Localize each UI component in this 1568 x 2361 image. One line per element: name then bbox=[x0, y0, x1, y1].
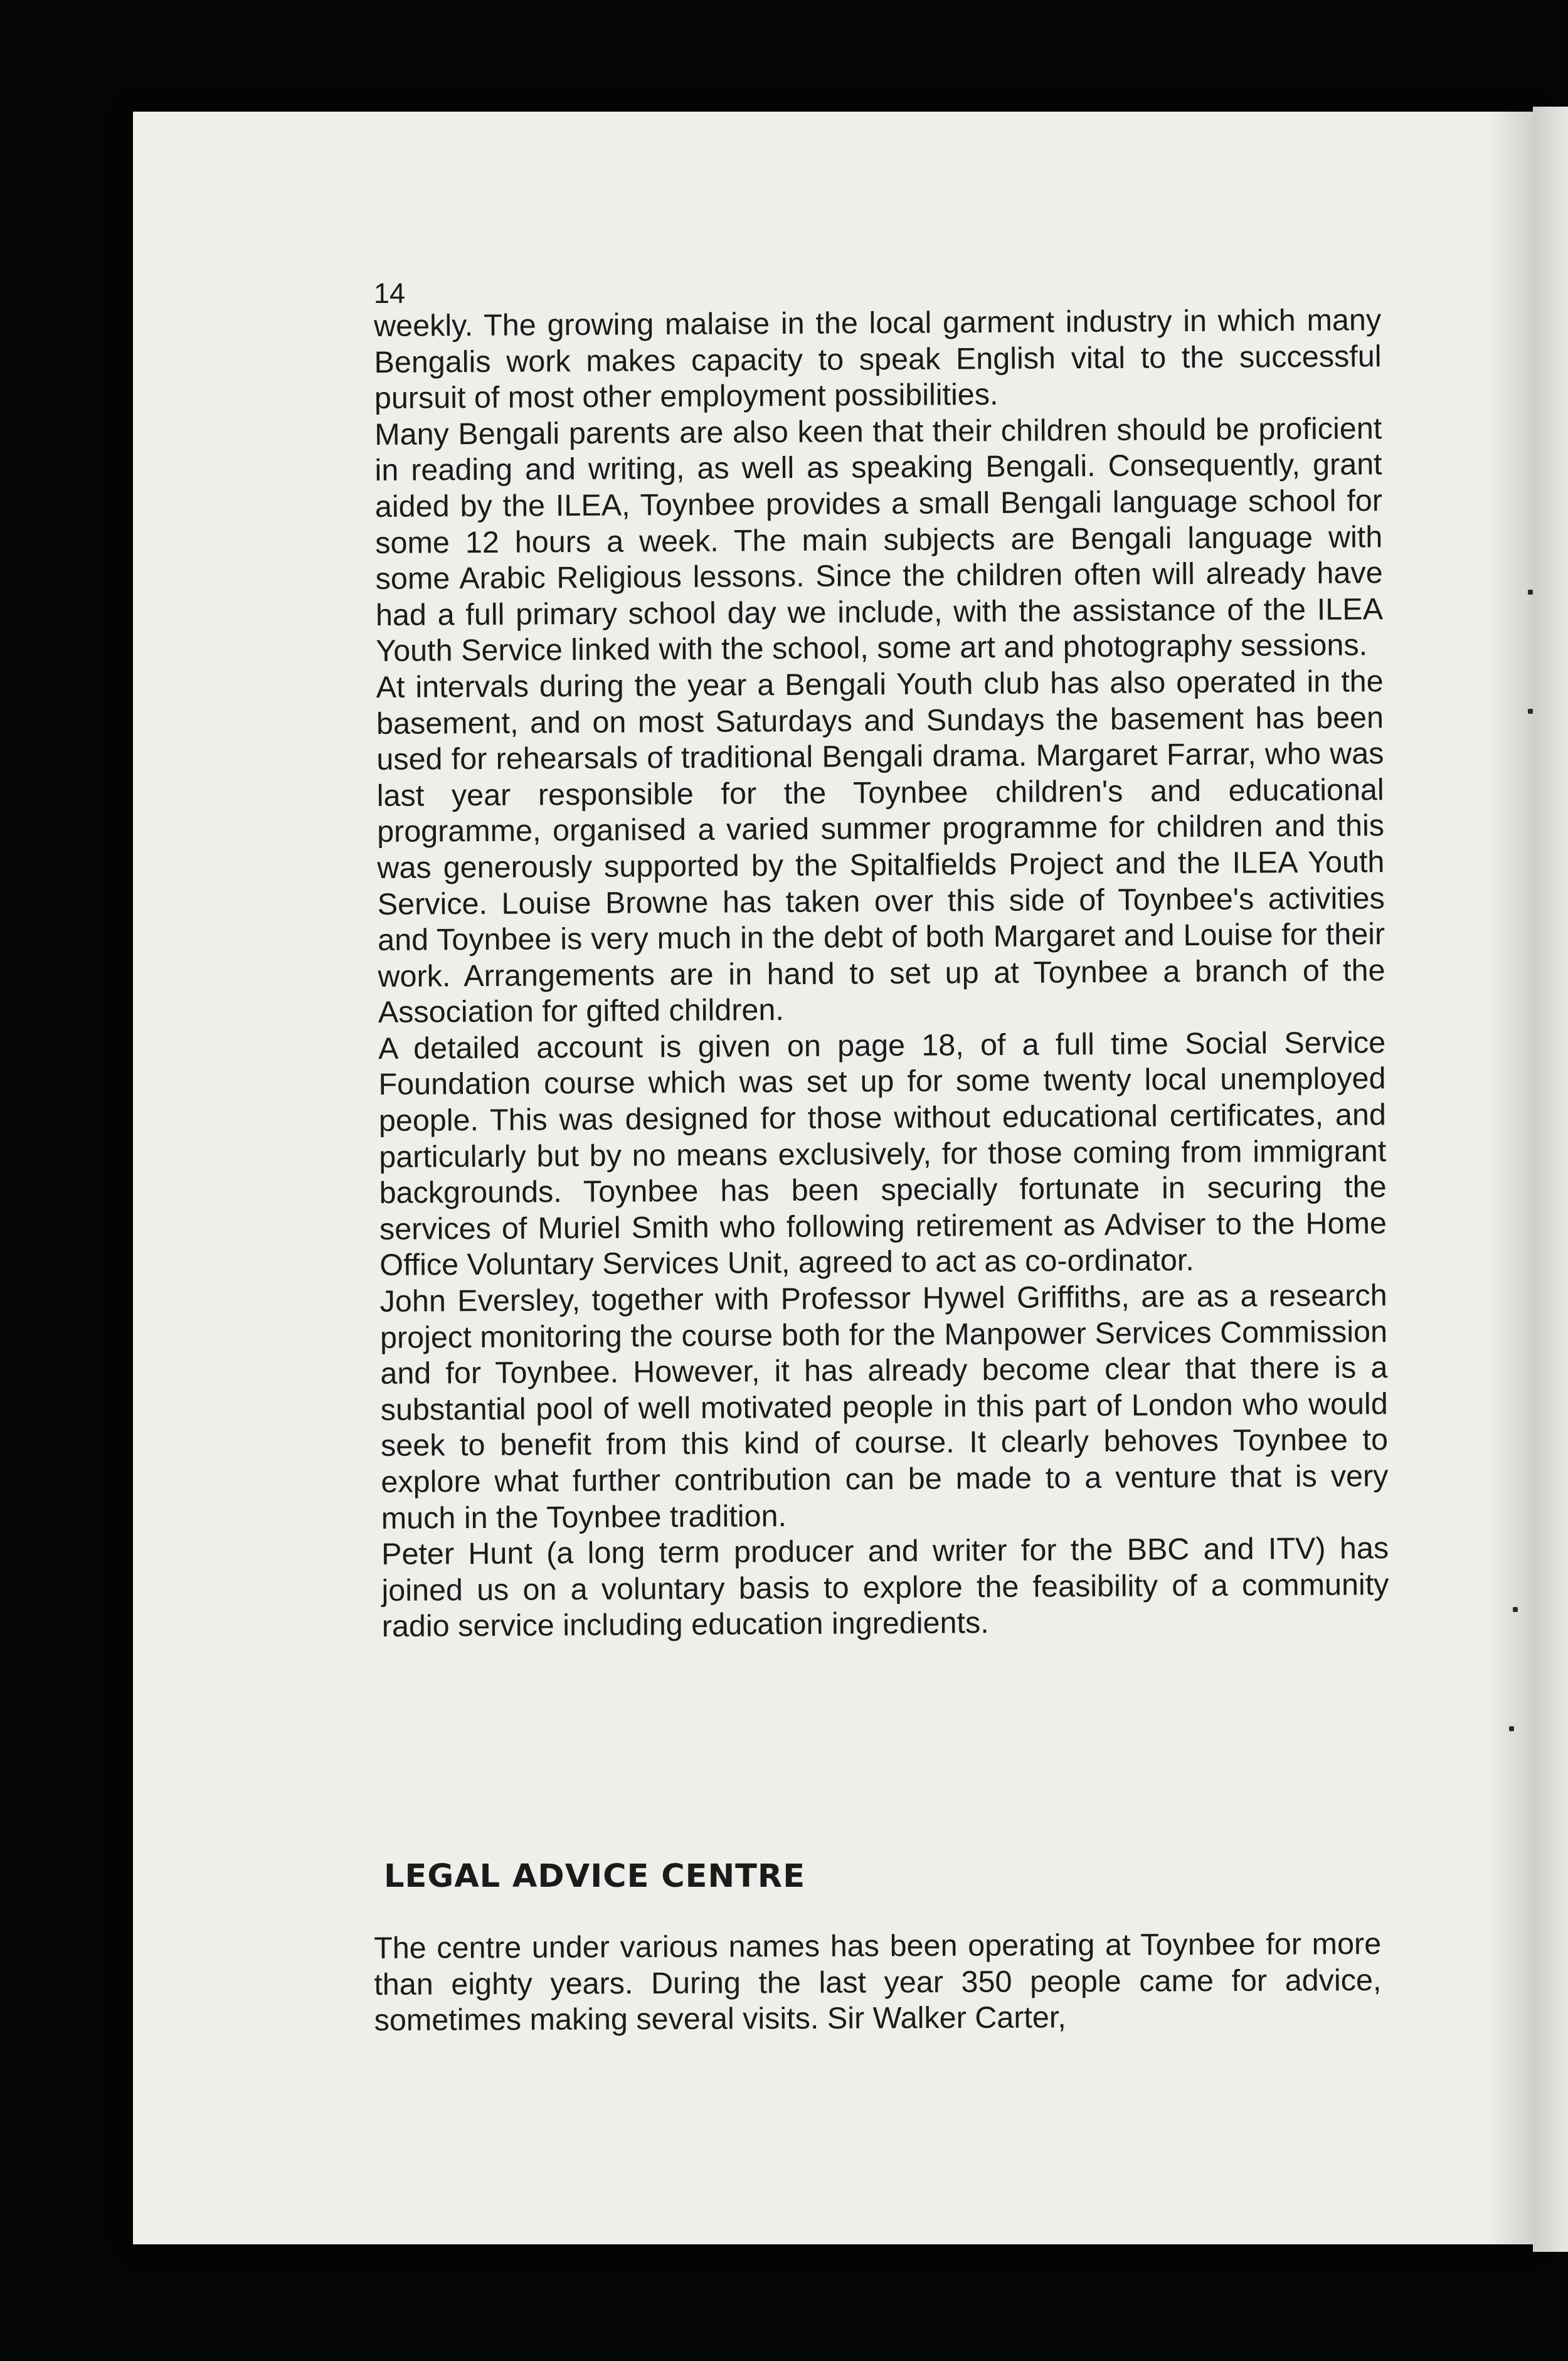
paragraph: A detailed account is given on page 18, of a full time Social Service Foundation course which was set up for some twenty local unemployed people. This was designed for those without educational certificates, and particularly but by no means exclusively, for those coming from immigrant backgrounds. Toynbee has been specially fortunate in securing the services of Muriel Smith who following retirement as Adviser to the Home Office Voluntary Services Unit, agreed to act as co-ordinator. bbox=[378, 1026, 1387, 1283]
binding-mark bbox=[1528, 590, 1533, 595]
section-heading: LEGAL ADVICE CENTRE bbox=[384, 1858, 806, 1895]
paragraph: At intervals during the year a Bengali Youth club has also operated in the basement, and on most Saturdays and Sundays the basement has been used for rehearsals of traditional Bengali drama. Margaret Farrar, who was last year responsible for the Toynbee children's and educational programme, organised a varied summer programme for children and this was generously supported by the Spitalfields Project and the ILEA Youth Service. Louise Browne has taken over this side of Toynbee's activities and Toynbee is very much in the debt of both Margaret and Louise for their work. Arrangements are in hand to set up at Toynbee a branch of the Association for gifted children. bbox=[376, 664, 1385, 1030]
body-text bbox=[374, 302, 1389, 1645]
binding-mark bbox=[1528, 709, 1533, 714]
binding-mark bbox=[1509, 1726, 1514, 1731]
paragraph: Many Bengali parents are also keen that their children should be proficient in reading and writing, as well as speaking Bengali. Consequently, grant aided by the ILEA, Toynbee provides a small Bengali language school for some 12 hours a week. The main subjects are Bengali language with some Arabic Religious lessons. Since the children often will already have had a full primary school day we include, with the assistance of the ILEA Youth Service linked with the school, some art and photography sessions. bbox=[374, 411, 1384, 669]
gutter-shadow bbox=[1488, 112, 1533, 2244]
facing-page-edge bbox=[1533, 107, 1568, 2252]
paragraph: John Eversley, together with Professor Hywel Griffiths, are as a research project monitoring the course both for the Manpower Services Commission and for Toynbee. However, it has already become clear that there is a substantial pool of well motivated people in this part of London who would seek to benefit from this kind of course. It clearly behoves Toynbee to explore what further contribution can be made to a venture that is very much in the Toynbee tradition. bbox=[379, 1278, 1389, 1536]
binding-mark bbox=[1513, 1607, 1518, 1612]
paragraph: Peter Hunt (a long term producer and writer for the BBC and ITV) has joined us on a voluntary basis to explore the feasibility of a community radio service including education ingredients. bbox=[381, 1531, 1389, 1644]
section-body-text bbox=[374, 1926, 1382, 2039]
paragraph: weekly. The growing malaise in the local garment industry in which many Bengalis work makes capacity to speak English vital to the successful pursuit of most other employment possibilities. bbox=[374, 303, 1382, 416]
paragraph: The centre under various names has been operating at Toynbee for more than eighty years. During the last year 350 people came for advice, sometimes making several visits. Sir Walker Carter, bbox=[374, 1926, 1382, 2038]
page-number: 14 bbox=[374, 277, 406, 309]
